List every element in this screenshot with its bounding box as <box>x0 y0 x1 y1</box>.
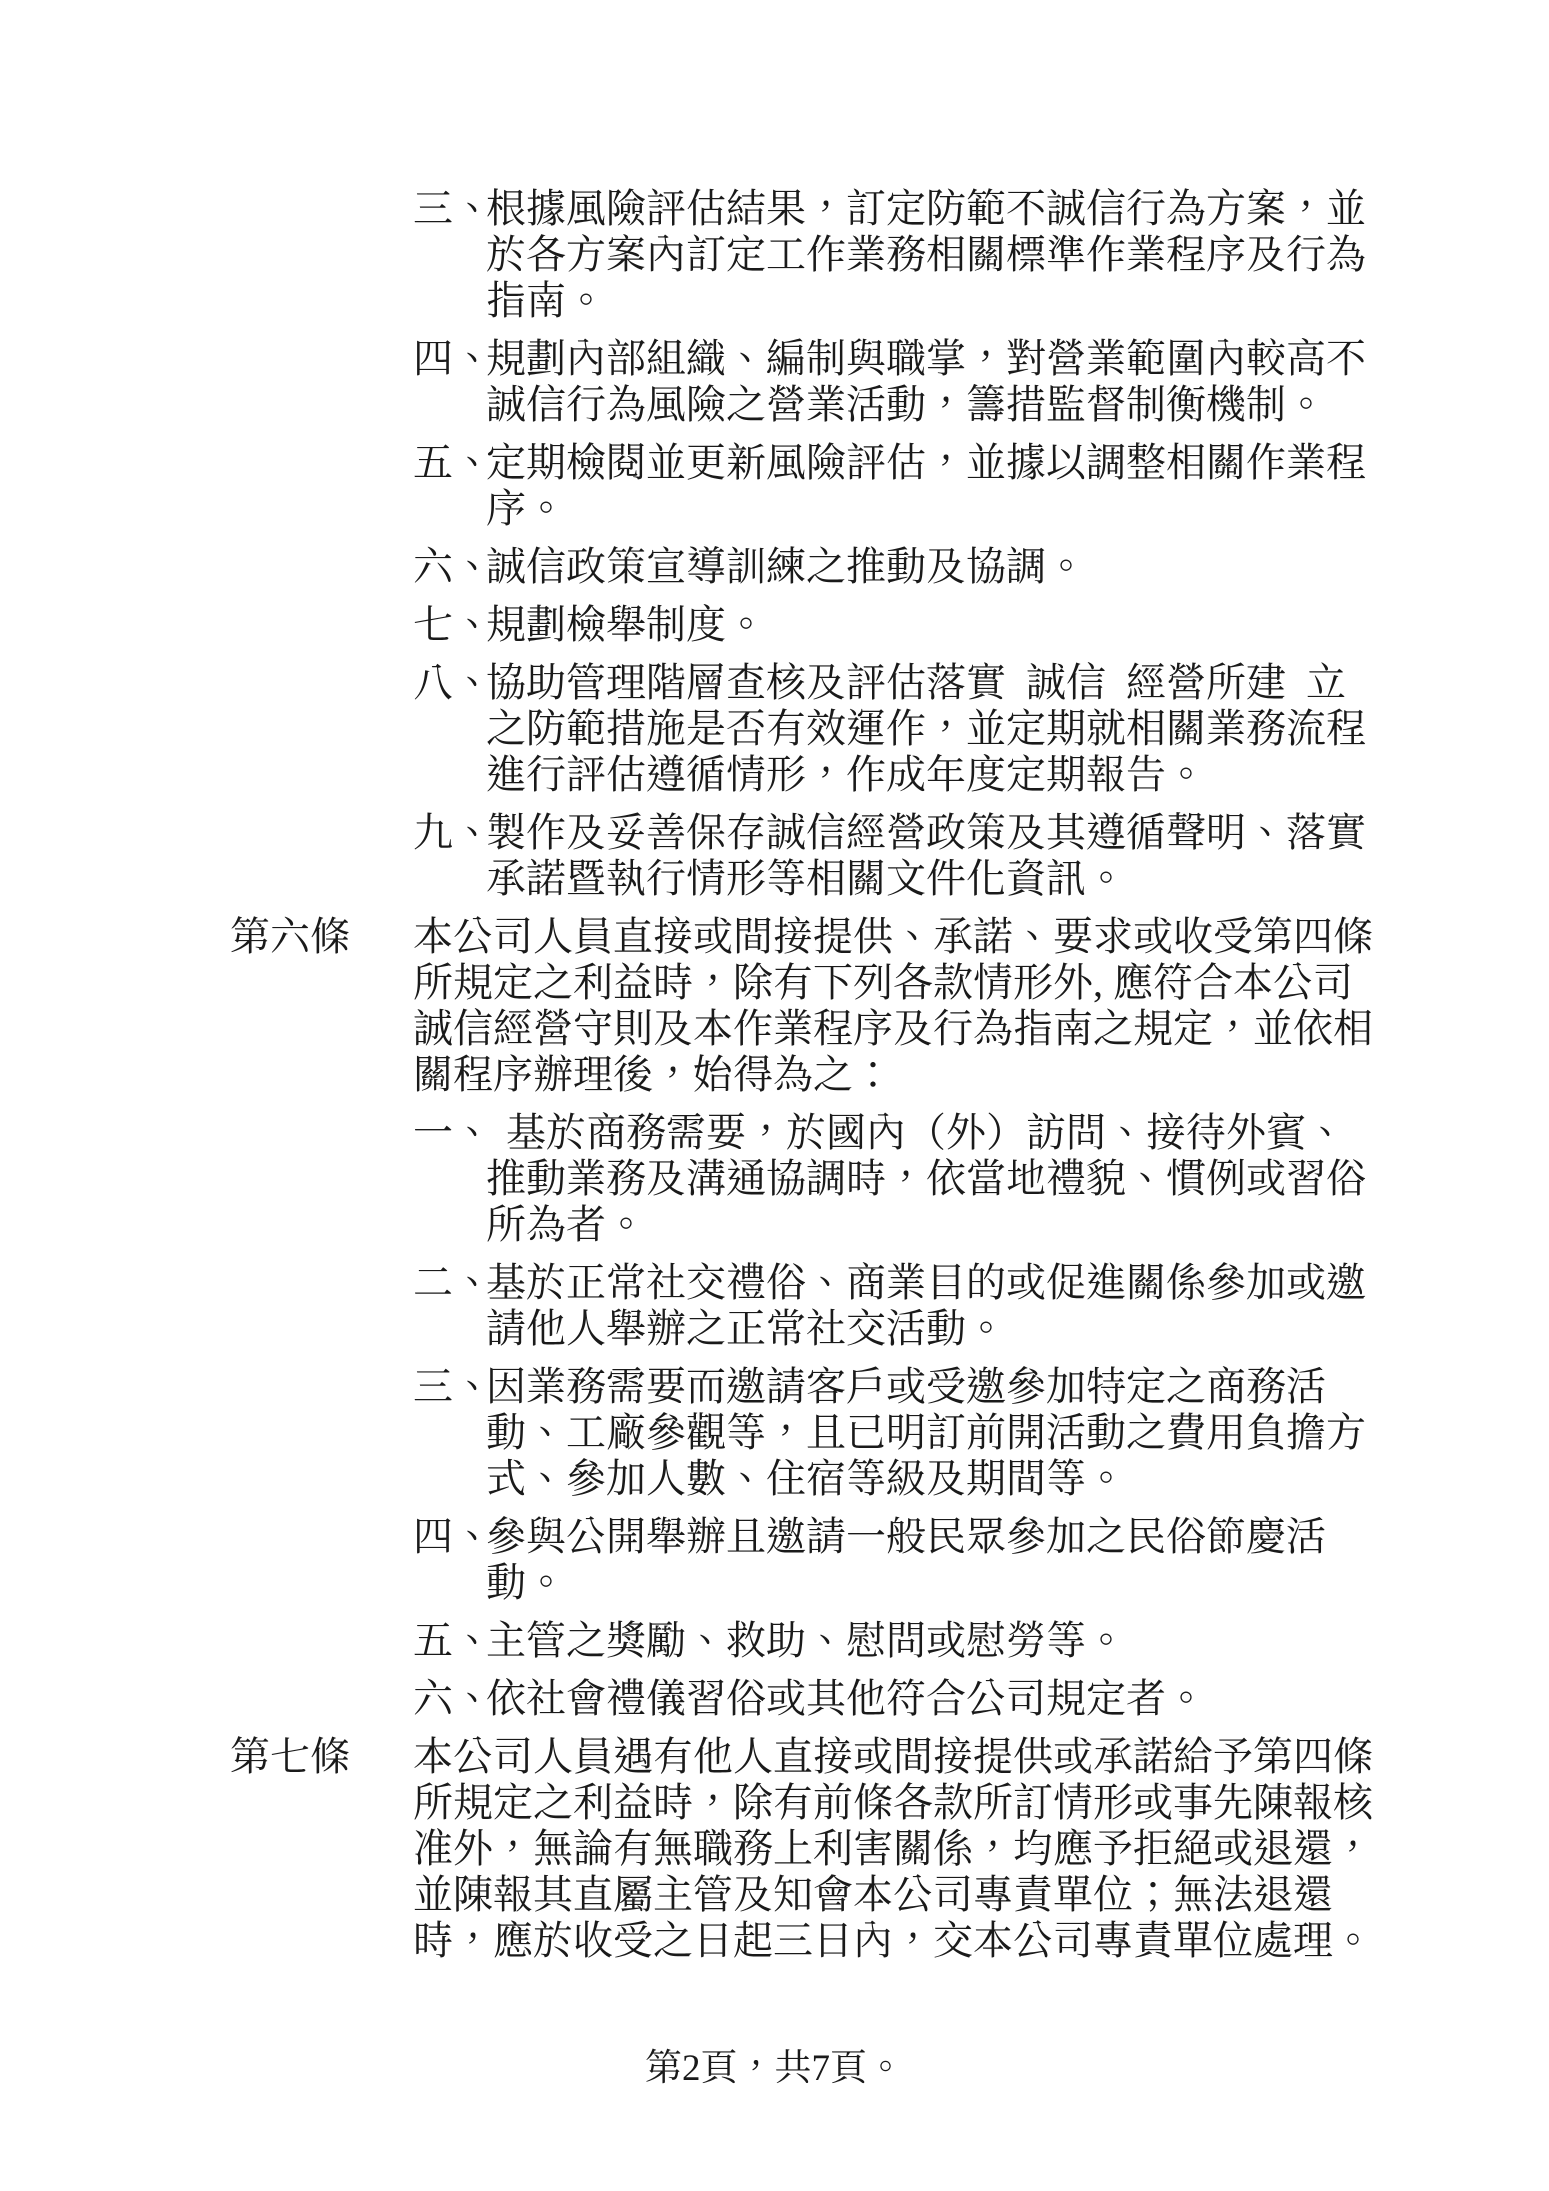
item-number: 八、 <box>413 660 493 705</box>
page-number-label: 第2頁，共7頁。 <box>645 2048 904 2089</box>
article-text-line: 所規定之利益時，除有下列各款情形外, 應符合本公司 <box>413 960 1353 1005</box>
item-lines <box>486 602 1376 648</box>
article-text-line: 關程序辦理後，始得為之： <box>413 1052 893 1097</box>
item-text-line: 式、參加人數、住宿等級及期間等。 <box>486 1456 1126 1501</box>
article-text-line: 准外，無論有無職務上利害關係，均應予拒絕或退還， <box>413 1826 1373 1871</box>
item-text-line: 動。 <box>486 1560 566 1605</box>
article-text-line: 時，應於收受之日起三日內，交本公司專責單位處理。 <box>413 1918 1373 1963</box>
item-lines <box>486 1110 1376 1248</box>
item-text-line: 指南。 <box>486 278 606 323</box>
item-text-line: 根據風險評估結果，訂定防範不誠信行為方案，並 <box>486 186 1366 231</box>
list-item <box>413 810 1549 902</box>
item-text-line: 協助管理階層查核及評估落實 誠信 經營所建 立 <box>486 660 1346 705</box>
list-item <box>413 1364 1549 1502</box>
item-lines <box>486 810 1376 902</box>
item-text-line: 基於商務需要，於國內（外）訪問、接待外賓、 <box>486 1110 1346 1155</box>
list-item <box>413 544 1549 590</box>
item-lines <box>486 336 1376 428</box>
list-item <box>413 1110 1549 1248</box>
item-lines <box>486 1364 1376 1502</box>
item-text-line: 依社會禮儀習俗或其他符合公司規定者。 <box>486 1676 1206 1721</box>
item-text-line: 於各方案內訂定工作業務相關標準作業程序及行為 <box>486 232 1366 277</box>
item-lines <box>486 660 1376 798</box>
item-text-line: 誠信政策宣導訓練之推動及協調。 <box>486 544 1086 589</box>
article-text-line: 所規定之利益時，除有前條各款所訂情形或事先陳報核 <box>413 1780 1373 1825</box>
article-text-line: 本公司人員遇有他人直接或間接提供或承諾給予第四條 <box>413 1734 1373 1779</box>
article-text-line: 並陳報其直屬主管及知會本公司專責單位；無法退還 <box>413 1872 1333 1917</box>
article-label: 第六條 <box>230 914 350 959</box>
article-text-line: 誠信經營守則及本作業程序及行為指南之規定，並依相 <box>413 1006 1373 1051</box>
item-lines <box>486 1676 1376 1722</box>
item-number: 四、 <box>413 1514 493 1559</box>
item-number: 五、 <box>413 440 493 485</box>
article-lines <box>413 914 1375 1098</box>
item-text-line: 基於正常社交禮俗、商業目的或促進關係參加或邀 <box>486 1260 1366 1305</box>
item-number: 一、 <box>413 1110 493 1155</box>
list-item <box>413 1514 1549 1606</box>
item-text-line: 承諾暨執行情形等相關文件化資訊。 <box>486 856 1126 901</box>
item-text-line: 進行評估遵循情形，作成年度定期報告。 <box>486 752 1206 797</box>
article-text-line: 本公司人員直接或間接提供、承諾、要求或收受第四條 <box>413 914 1373 959</box>
list-item <box>413 1618 1549 1664</box>
list-item <box>413 336 1549 428</box>
item-number: 六、 <box>413 1676 493 1721</box>
item-text-line: 因業務需要而邀請客戶或受邀參加特定之商務活 <box>486 1364 1326 1409</box>
item-lines <box>486 544 1376 590</box>
item-text-line: 定期檢閱並更新風險評估，並據以調整相關作業程 <box>486 440 1366 485</box>
item-text-line: 請他人舉辦之正常社交活動。 <box>486 1306 1006 1351</box>
item-number: 三、 <box>413 186 493 231</box>
list-item <box>413 602 1549 648</box>
item-text-line: 序。 <box>486 486 566 531</box>
item-text-line: 動、工廠參觀等，且已明訂前開活動之費用負擔方 <box>486 1410 1366 1455</box>
list-item <box>413 1260 1549 1352</box>
item-number: 二、 <box>413 1260 493 1305</box>
item-number: 四、 <box>413 336 493 381</box>
item-lines <box>486 1514 1376 1606</box>
item-text-line: 誠信行為風險之營業活動，籌措監督制衡機制。 <box>486 382 1326 427</box>
item-lines <box>486 1618 1376 1664</box>
list-item <box>413 440 1549 532</box>
item-lines <box>486 1260 1376 1352</box>
item-text-line: 之防範措施是否有效運作，並定期就相關業務流程 <box>486 706 1366 751</box>
item-text-line: 規劃檢舉制度。 <box>486 602 766 647</box>
article-label: 第七條 <box>230 1734 350 1779</box>
item-text-line: 主管之獎勵、救助、慰問或慰勞等。 <box>486 1618 1126 1663</box>
article <box>0 1734 1549 1964</box>
item-text-line: 規劃內部組織、編制與職掌，對營業範圍內較高不 <box>486 336 1366 381</box>
list-item <box>413 186 1549 324</box>
item-text-line: 所為者。 <box>486 1202 646 1247</box>
article-lines <box>413 1734 1375 1964</box>
item-number: 七、 <box>413 602 493 647</box>
item-text-line: 推動業務及溝通協調時，依當地禮貌、慣例或習俗 <box>486 1156 1366 1201</box>
item-lines <box>486 440 1376 532</box>
list-item <box>413 660 1549 798</box>
item-number: 九、 <box>413 810 493 855</box>
article <box>0 914 1549 1098</box>
item-number: 三、 <box>413 1364 493 1409</box>
page-footer <box>0 2046 1549 2092</box>
document-content <box>0 186 1549 1976</box>
item-text-line: 製作及妥善保存誠信經營政策及其遵循聲明、落實 <box>486 810 1366 855</box>
list-item <box>413 1676 1549 1722</box>
item-lines <box>486 186 1376 324</box>
item-number: 五、 <box>413 1618 493 1663</box>
item-number: 六、 <box>413 544 493 589</box>
item-text-line: 參與公開舉辦且邀請一般民眾參加之民俗節慶活 <box>486 1514 1326 1559</box>
